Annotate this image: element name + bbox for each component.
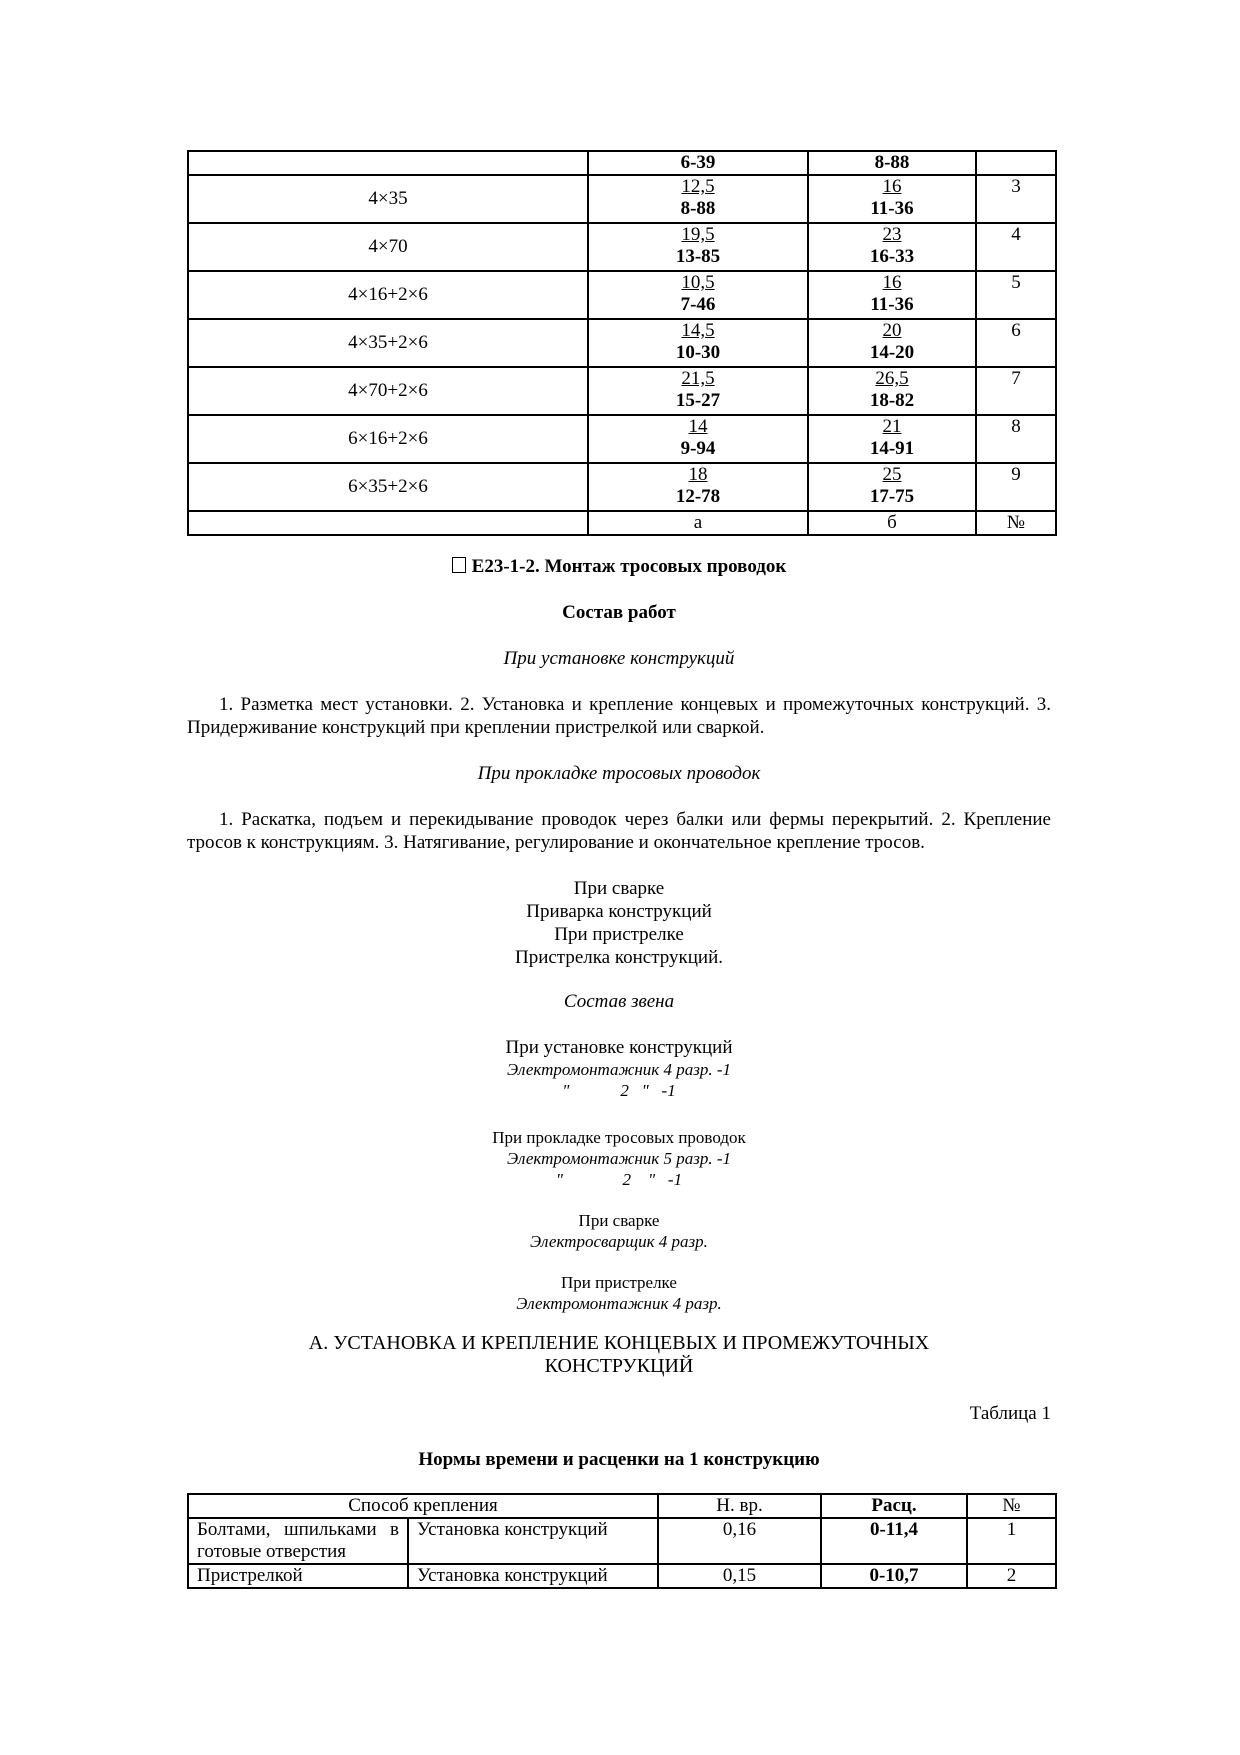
- row-number-cell: 9: [976, 463, 1056, 511]
- method-cell: Болтами, шпильками в готовые отверстия: [188, 1518, 408, 1564]
- row-number-cell: 4: [976, 223, 1056, 271]
- crew-welding-line: Электросварщик 4 разр.: [530, 1232, 708, 1251]
- value-cell-b: 21 14-91: [808, 415, 976, 463]
- header-price: Расц.: [821, 1494, 967, 1518]
- section-title: Е23-1-2. Монтаж тросовых проводок: [187, 555, 1051, 579]
- mounting-norms-table: [187, 1493, 1057, 1589]
- header-number: №: [967, 1494, 1056, 1518]
- crew-shooting-heading: При пристрелке: [561, 1273, 677, 1292]
- column-label-no: №: [976, 511, 1056, 535]
- table-header-row: [188, 1494, 1056, 1518]
- price-cell: 0-11,4: [821, 1518, 967, 1564]
- header-norm: Н. вр.: [658, 1494, 821, 1518]
- table-row: [188, 367, 1056, 415]
- cable-section-cell: 6×35+2×6: [188, 463, 588, 511]
- cable-norms-table: [187, 150, 1057, 536]
- table-header-row: [188, 151, 1056, 175]
- crew-shooting-line: Электромонтажник 4 разр.: [516, 1294, 722, 1313]
- value-cell-a: 14 9-94: [588, 415, 808, 463]
- value-cell-b: 16 11-36: [808, 271, 976, 319]
- header-cell-b: 8-88: [808, 151, 976, 175]
- value-cell-a: 14,5 10-30: [588, 319, 808, 367]
- row-number-cell: 8: [976, 415, 1056, 463]
- composition-heading: Состав работ: [562, 602, 676, 623]
- value-cell-b: 25 17-75: [808, 463, 976, 511]
- column-label-a: а: [588, 511, 808, 535]
- table-label: Таблица 1: [969, 1403, 1051, 1424]
- table-title: Нормы времени и расценки на 1 конструкцию: [418, 1449, 820, 1470]
- table-row: [188, 175, 1056, 223]
- cable-section-cell: 4×16+2×6: [188, 271, 588, 319]
- row-number-cell: 3: [976, 175, 1056, 223]
- cable-section-cell: 6×16+2×6: [188, 415, 588, 463]
- cable-section-cell: 4×35: [188, 175, 588, 223]
- crew-heading: Состав звена: [563, 991, 675, 1012]
- table-footer-row: [188, 511, 1056, 535]
- price-cell: 0-10,7: [821, 1564, 967, 1588]
- value-cell-a: 21,5 15-27: [588, 367, 808, 415]
- cable-section-cell: 4×70: [188, 223, 588, 271]
- crew-welding-heading: При сварке: [578, 1211, 660, 1230]
- bookmark-icon: [452, 557, 466, 573]
- laying-heading: При прокладке тросовых проводок: [477, 763, 761, 784]
- value-cell-b: 20 14-20: [808, 319, 976, 367]
- crew-install-heading: При установке конструкций: [505, 1037, 733, 1058]
- work-cell: Установка конструкций: [408, 1564, 658, 1588]
- install-heading: При установке конструкций: [503, 648, 735, 669]
- table-row: [188, 319, 1056, 367]
- crew-install-lines: Электромонтажник 4 разр. -1 " 2 " -1: [506, 1060, 731, 1100]
- crew-laying-heading: При прокладке тросовых проводок: [492, 1128, 746, 1147]
- header-cell-a: 6-39: [588, 151, 808, 175]
- value-cell-a: 18 12-78: [588, 463, 808, 511]
- value-cell-b: 26,5 18-82: [808, 367, 976, 415]
- crew-laying-lines: Электромонтажник 5 разр. -1 " 2 " -1: [506, 1149, 731, 1189]
- cable-section-cell: 4×70+2×6: [188, 367, 588, 415]
- install-text: 1. Разметка мест установки. 2. Установка и крепление концевых и промежуточных конструкций. 3. Придерживание конструкций при креплении пристрелкой или сваркой.: [187, 694, 1051, 738]
- table-row: [188, 271, 1056, 319]
- value-cell-a: 10,5 7-46: [588, 271, 808, 319]
- row-number-cell: 7: [976, 367, 1056, 415]
- table-row: [188, 1564, 1056, 1588]
- table-row: [188, 223, 1056, 271]
- part-a-title: А. УСТАНОВКА И КРЕПЛЕНИЕ КОНЦЕВЫХ И ПРОМЕЖУТОЧНЫХ КОНСТРУКЦИЙ: [308, 1332, 930, 1377]
- table-row: [188, 463, 1056, 511]
- row-number-cell: 5: [976, 271, 1056, 319]
- column-label-b: б: [808, 511, 976, 535]
- row-number-cell: 1: [967, 1518, 1056, 1564]
- value-cell-a: 12,5 8-88: [588, 175, 808, 223]
- table-row: [188, 1518, 1056, 1564]
- header-method: Способ крепления: [188, 1494, 658, 1518]
- welding-shooting-lines: При сварке Приварка конструкций При пристрелке Пристрелка конструкций.: [514, 878, 724, 968]
- table-row: [188, 415, 1056, 463]
- norm-cell: 0,15: [658, 1564, 821, 1588]
- row-number-cell: 6: [976, 319, 1056, 367]
- value-cell-b: 16 11-36: [808, 175, 976, 223]
- laying-text: 1. Раскатка, подъем и перекидывание проводок через балки или фермы перекрытий. 2. Крепление тросов к конструкциям. 3. Натягивание, регулирование и окончательное крепление тросов.: [187, 809, 1051, 853]
- work-cell: Установка конструкций: [408, 1518, 658, 1564]
- method-cell: Пристрелкой: [188, 1564, 408, 1588]
- value-cell-b: 23 16-33: [808, 223, 976, 271]
- row-number-cell: 2: [967, 1564, 1056, 1588]
- value-cell-a: 19,5 13-85: [588, 223, 808, 271]
- norm-cell: 0,16: [658, 1518, 821, 1564]
- cable-section-cell: 4×35+2×6: [188, 319, 588, 367]
